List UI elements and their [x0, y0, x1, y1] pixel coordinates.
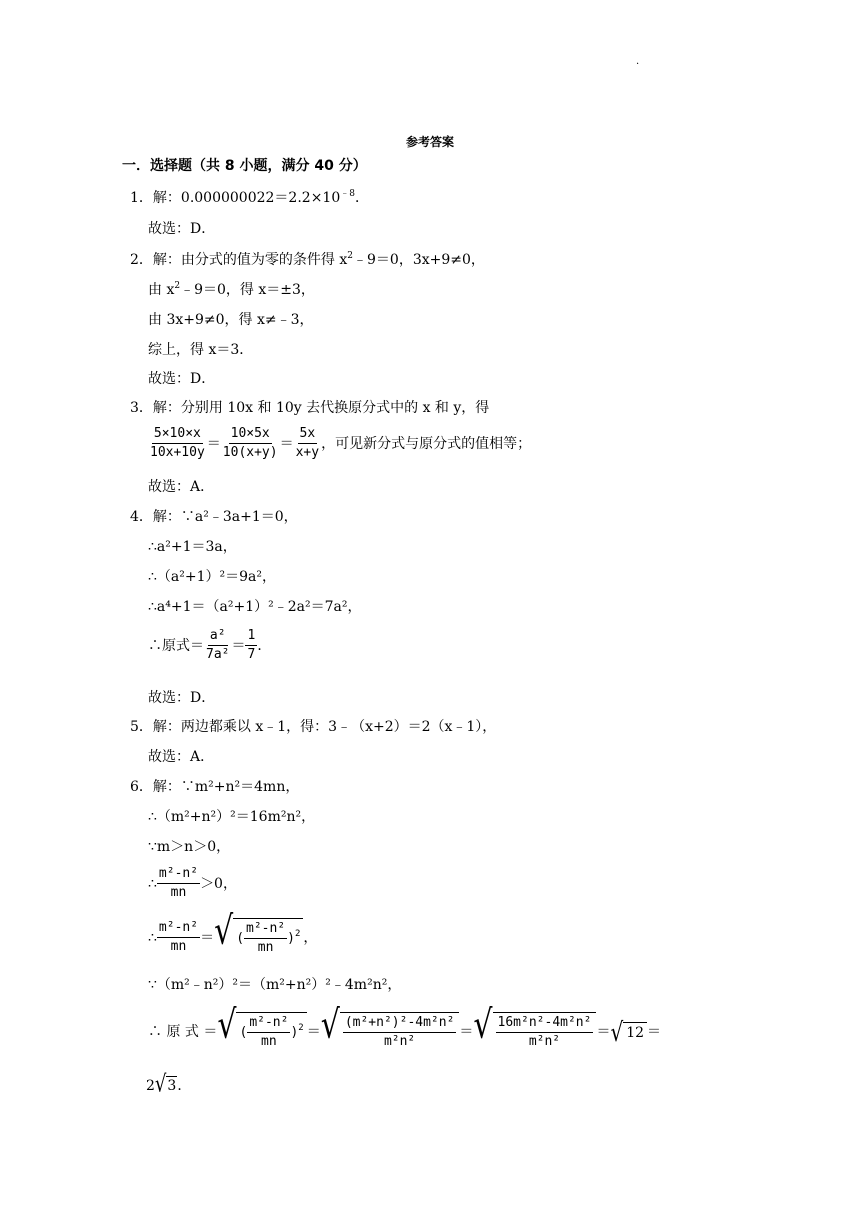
- q4-answer: 故选：D．: [148, 690, 216, 706]
- q6-final-coef: 2: [146, 1077, 155, 1094]
- q6-sqrt-12: √ 12: [610, 1022, 647, 1042]
- q4-fraction-1: $\frac{\text{a²}}{\text{7a²}}$: [206, 628, 230, 662]
- q6-sqrt-3: [320, 1002, 460, 1051]
- q4-line-1: 4．解：∵a²﹣3a+1＝0，: [130, 509, 298, 525]
- q6-line-6: ∵（m²﹣n²）²＝（m²+n²）²﹣4m²n²，: [148, 977, 402, 993]
- q6-eq-1: ＝: [200, 929, 215, 946]
- q6-line-5: [148, 908, 318, 957]
- sqrt-icon: √: [214, 908, 234, 954]
- q3-answer: 故选：A．: [148, 479, 215, 495]
- q6-fraction-5: $\frac{\text{(m²+n²)²-4m²n²}}{\text{m²n²}}$: [344, 1015, 455, 1049]
- q6-sqrt-4: [473, 1002, 596, 1051]
- q4-line-2: ∴a²+1＝3a，: [148, 539, 237, 555]
- q1-answer: 故选：D．: [148, 221, 216, 237]
- q3-fraction-3: $\frac{5x}{x+y}$: [295, 426, 320, 460]
- sqrt-icon: √: [473, 1002, 493, 1048]
- q1-exponent: ﹣8: [340, 189, 355, 199]
- q2-line-2: [148, 281, 315, 299]
- q4-line-5: [148, 627, 271, 664]
- q3-fraction-1: $\frac{5\times 10\times x}{10x+10y}$: [150, 426, 205, 460]
- q3-line-1: 3．解：分别用 10x 和 10y 去代换原分式中的 x 和 y，得: [130, 400, 490, 416]
- sqrt-icon: √: [610, 1015, 624, 1048]
- q3-fraction-2: $\frac{10\times 5x}{10(x+y)}$: [222, 426, 278, 460]
- q3-tail: ，可见新分式与原分式的值相等；: [321, 435, 532, 452]
- q6-therefore-2: ∴: [148, 929, 157, 946]
- q4-fraction-2: $\frac{1}{7}$: [247, 628, 256, 662]
- q2-exp-2: 2: [174, 281, 181, 291]
- q6-line-4: [148, 865, 237, 902]
- q6-fraction-2: $\frac{\text{m²-n²}}{mn}$: [158, 920, 199, 954]
- q6-line-1: 6．解：∵m²+n²＝4mn，: [130, 779, 300, 795]
- q6-sqrt-2: √ ( $\frac{\text{m²-n²}}{mn}$ )$^2$: [217, 1012, 306, 1051]
- q6-line-3: ∵m＞n＞0，: [148, 839, 231, 855]
- q3-eq-1: ＝: [206, 435, 221, 452]
- q6-fraction-3: $\frac{\text{m²-n²}}{mn}$: [246, 921, 286, 955]
- q4-line-5-text: ∴原式＝: [148, 637, 204, 654]
- q4-line-4: ∴a⁴+1＝（a²+1）²﹣2a²＝7a²，: [148, 599, 362, 615]
- sqrt-icon: √: [320, 1002, 340, 1048]
- q6-line-7: ∴ 原 式 ＝ √ ( $\frac{\text{m²-n²}}{mn}$ )$^2$ ＝ √ $\frac{\text{(m²+n²)²-4m²n²}}{\text{m²n²}}$ ＝ √ $\frac{\text{16m²n²-4m²n²}}{\text{m²n²}}$ ＝ √ 12 ＝: [148, 1012, 661, 1051]
- q6-final-dot: ．: [177, 1077, 192, 1094]
- q2-line-3: 由 3x+9≠0，得 x≠﹣3，: [148, 312, 314, 328]
- sqrt-icon: √: [217, 1002, 237, 1048]
- q6-final-sqrt: √ 3: [154, 1070, 177, 1098]
- q2-line-2-b: ﹣9＝0，得 x＝±3，: [180, 282, 315, 298]
- q4-eq: ＝: [231, 637, 246, 654]
- q2-line-1-a: 2．解：由分式的值为零的条件得 x: [130, 252, 348, 268]
- q5-answer: 故选：A．: [148, 749, 215, 765]
- q1-solution: [130, 189, 369, 207]
- q5-line-1: 5．解：两边都乘以 x﹣1，得：3﹣（x+2）＝2（x﹣1），: [130, 719, 497, 735]
- q2-exp-1: 2: [347, 251, 353, 261]
- q6-line-2: ∴（m²+n²）²＝16m²n²，: [148, 809, 316, 825]
- q6-fraction-1: $\frac{\text{m²-n²}}{mn}$: [158, 866, 199, 900]
- q2-answer: 故选：D．: [148, 371, 216, 387]
- q6-line-7-text: ∴ 原 式 ＝: [148, 1023, 218, 1040]
- sqrt-icon: √: [154, 1070, 167, 1098]
- q2-line-1-b: ﹣9＝0，3x+9≠0，: [353, 252, 485, 268]
- q4-dot: ．: [257, 637, 272, 654]
- q6-therefore-1: ∴: [148, 875, 157, 892]
- q4-line-3: ∴（a²+1）²＝9a²，: [148, 569, 276, 585]
- q2-line-1: [130, 251, 485, 269]
- section-heading: 一．选择题（共 8 小题，满分 40 分）: [122, 158, 367, 174]
- page-dot: .: [636, 56, 640, 67]
- q6-line-4-tail: ＞0，: [200, 875, 237, 892]
- q3-fraction-line: [148, 425, 531, 462]
- q6-fraction-6: $\frac{\text{16m²n²-4m²n²}}{\text{m²n²}}$: [497, 1015, 592, 1049]
- q1-end: ．: [354, 190, 369, 206]
- q6-fraction-4: $\frac{\text{m²-n²}}{mn}$: [249, 1015, 289, 1049]
- q6-sqrt-1: √ ( $\frac{\text{m²-n²}}{mn}$ )$^2$: [214, 918, 303, 957]
- q3-eq-2: ＝: [279, 435, 294, 452]
- q6-final: [146, 1070, 192, 1098]
- page-title: 参考答案: [405, 135, 454, 149]
- q1-text: 1．解：0.000000022＝2.2×10: [130, 190, 341, 206]
- q2-line-2-a: 由 x: [148, 282, 175, 298]
- q6-line-5-tail: ，: [303, 929, 318, 946]
- q2-line-4: 综上，得 x＝3．: [148, 342, 254, 358]
